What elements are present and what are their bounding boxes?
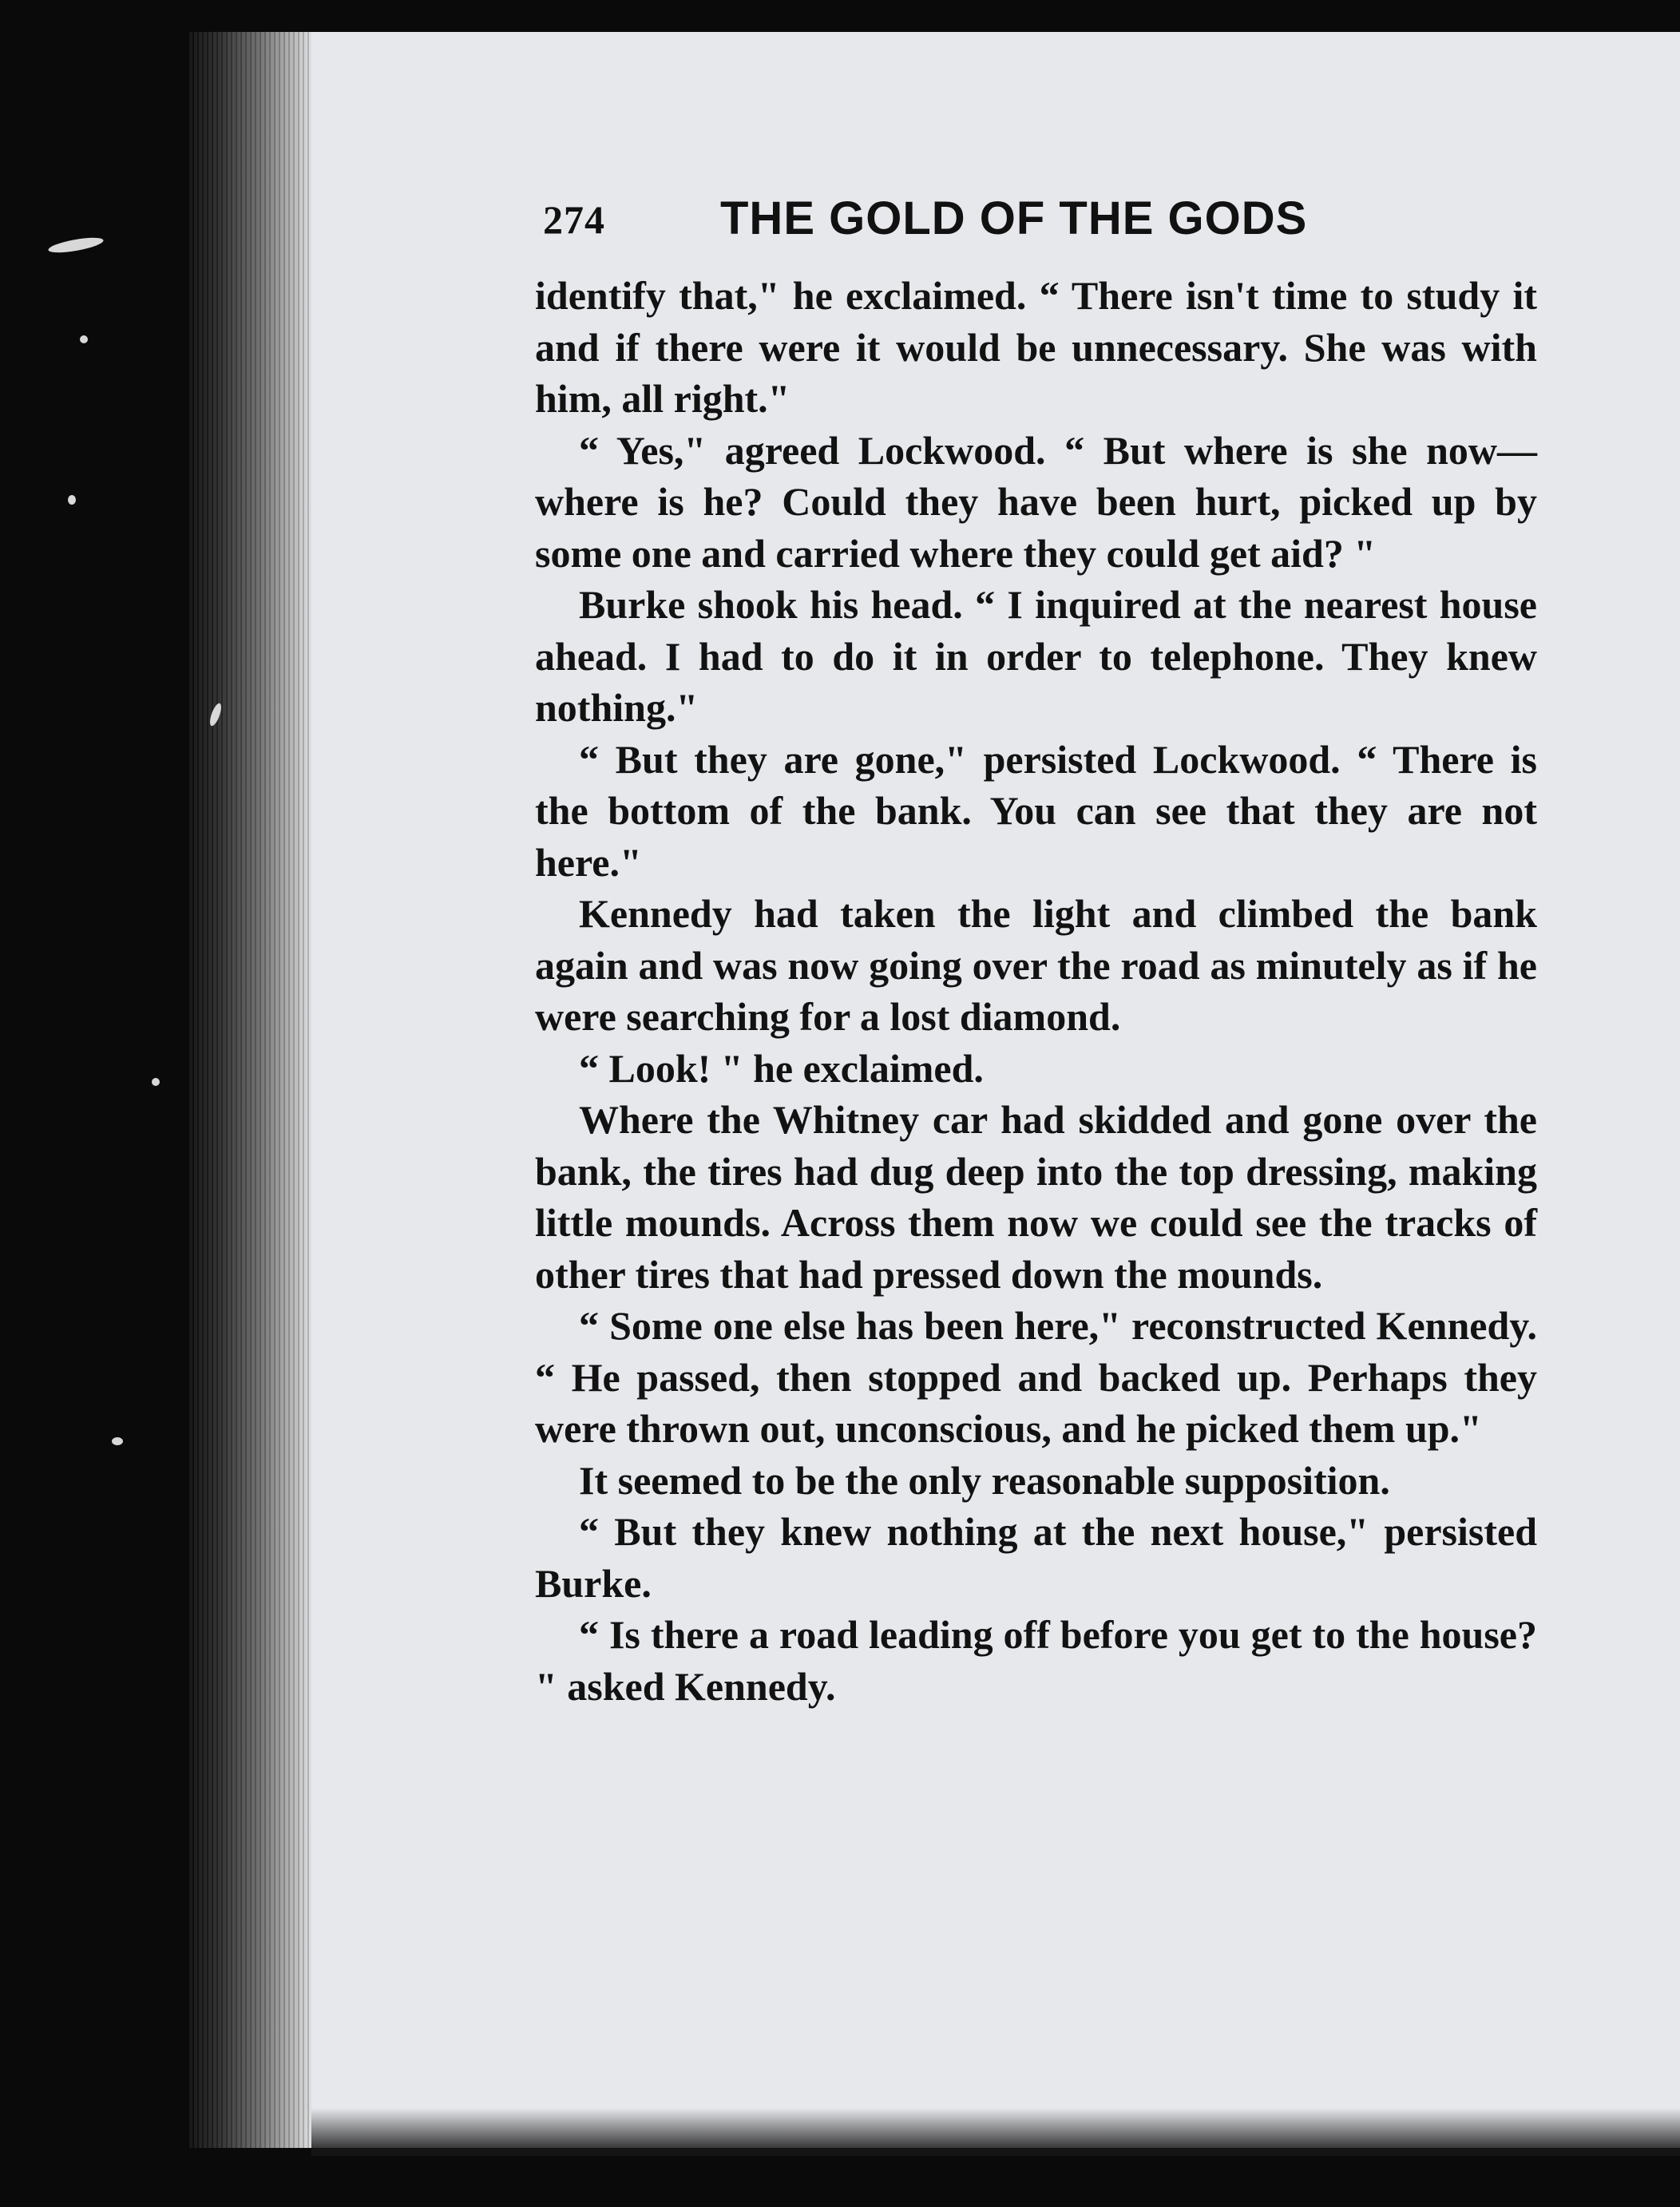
- paragraph: It seemed to be the only reasonable supposition.: [579, 1457, 1390, 1503]
- scan-speck: [112, 1437, 123, 1445]
- page-header: [543, 192, 1549, 256]
- paragraph: “ Some one else has been here," reconstructed Kennedy. “ He passed, then stopped and backed up. Perhaps they were thrown out, unconscious, and he picked them up.": [535, 1303, 1537, 1451]
- body-text: [535, 270, 1537, 1712]
- paragraph: “ But they are gone," persisted Lockwood. “ There is the bottom of the bank. You can see that they are not here.": [535, 736, 1537, 885]
- scan-speck: [152, 1078, 160, 1086]
- page-bottom-shadow: [311, 2108, 1680, 2156]
- scan-speck: [80, 335, 88, 343]
- paragraph: “ Yes," agreed Lockwood. “ But where is she now—where is he? Could they have been hurt, picked up by some one and carried where they could get aid? ": [535, 427, 1537, 576]
- paragraph: “ Look! " he exclaimed.: [579, 1045, 984, 1091]
- paragraph: Kennedy had taken the light and climbed the bank again and was now going over the road as minutely as if he were searching for a lost diamond.: [535, 891, 1537, 1039]
- running-title: THE GOLD OF THE GODS: [720, 192, 1308, 244]
- paragraph: “ But they knew nothing at the next house," persisted Burke.: [535, 1509, 1537, 1606]
- paragraph: “ Is there a road leading off before you get to the house? " asked Kennedy.: [535, 1612, 1537, 1709]
- page-edge-lines: [188, 32, 315, 2148]
- paragraph: identify that," he exclaimed. “ There isn't time to study it and if there were it would be unnecessary. She was with him, all right.": [535, 273, 1537, 421]
- scan-speck: [68, 495, 76, 505]
- paragraph: Where the Whitney car had skidded and gone over the bank, the tires had dug deep into the top dressing, making little mounds. Across them now we could see the tracks of other tires that had pressed down the mounds.: [535, 1097, 1537, 1297]
- paragraph: Burke shook his head. “ I inquired at the nearest house ahead. I had to do it in order to telephone. They knew nothing.": [535, 582, 1537, 730]
- page-number: 274: [543, 197, 605, 242]
